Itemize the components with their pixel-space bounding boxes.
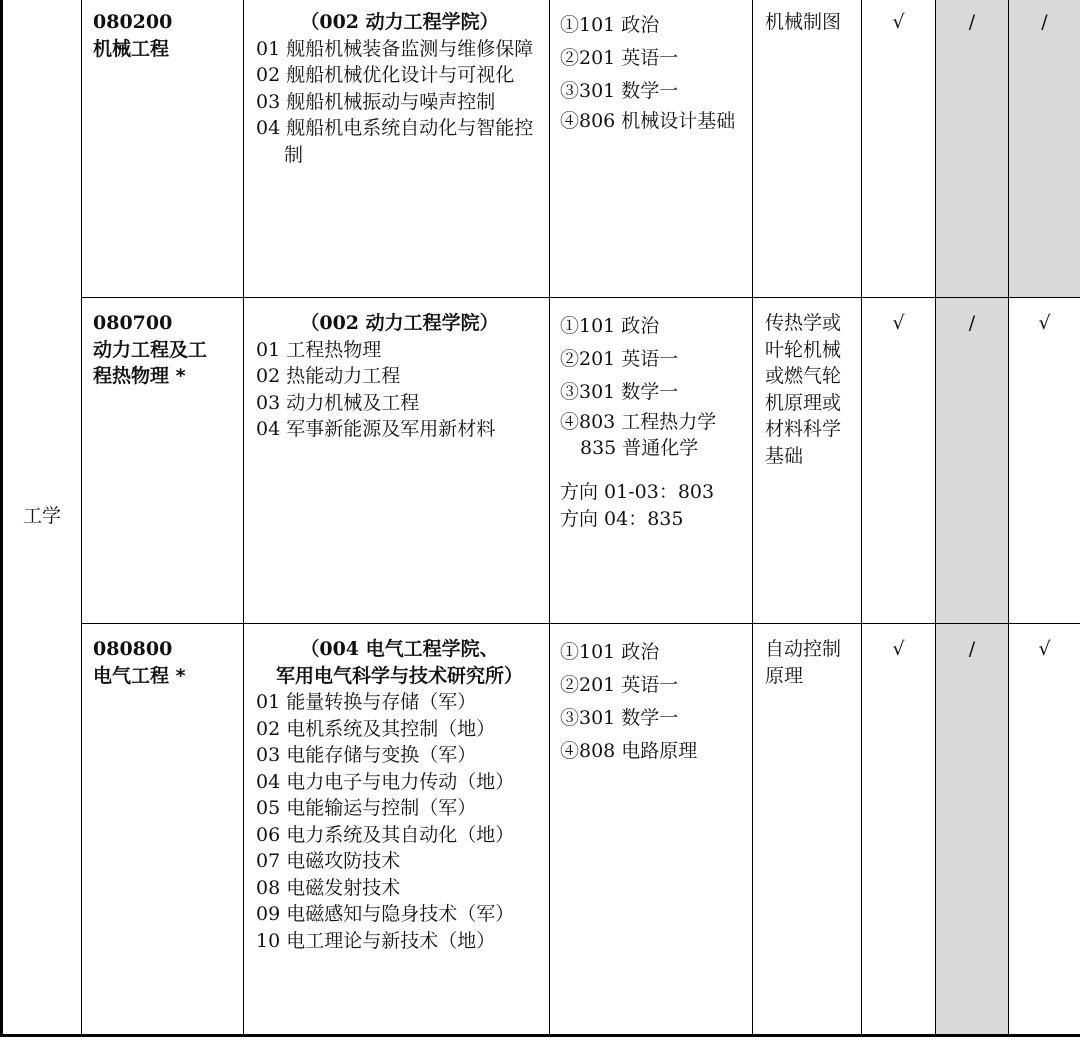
mark-cell: √ [862, 0, 936, 298]
exam-subject: ①101 政治 [560, 315, 660, 337]
direction-item: 02 舰船机械优化设计与可视化 [256, 64, 515, 86]
major-name: 程热物理 * [93, 365, 186, 387]
school-name: 军用电气科学与技术研究所） [275, 664, 523, 687]
exam-subject: ④806 机械设计基础 [560, 110, 736, 132]
exam-subject: ③301 数学一 [560, 707, 679, 729]
exam-subject: ③301 数学一 [560, 80, 679, 102]
exam-subject: ②201 英语一 [560, 348, 679, 370]
mark-cell: √ [1009, 298, 1080, 624]
school-name: （002 动力工程学院） [300, 11, 499, 33]
direction-item: 05 电能输运与控制（军） [256, 797, 477, 819]
major-name: 电气工程 * [93, 664, 186, 687]
retest-subject-cell: 传热学或叶轮机械或燃气轮机原理或材料科学基础 [753, 298, 862, 624]
category-cell: 工学 [2, 0, 82, 1037]
exam-subject: ②201 英语一 [560, 47, 679, 69]
mark-cell: / [936, 298, 1009, 624]
major-code: 080700 [93, 312, 173, 334]
exam-subject: ①101 政治 [560, 641, 660, 663]
exam-subject: ①101 政治 [560, 14, 660, 36]
direction-item: 02 热能动力工程 [256, 365, 401, 387]
retest-subject-cell: 机械制图 [753, 0, 862, 298]
exam-subject: ②201 英语一 [560, 674, 679, 696]
retest-subject-cell: 自动控制原理 [753, 624, 862, 1037]
research-directions-cell [244, 298, 550, 624]
direction-item: 01 能量转换与存储（军） [256, 691, 477, 713]
exam-subject: 835 普通化学 [580, 437, 699, 459]
exam-subject: ④808 电路原理 [560, 740, 698, 762]
school-name: （004 电气工程学院、 [300, 638, 499, 660]
exam-note: 方向 04：835 [560, 507, 684, 530]
direction-item: 04 舰船机电系统自动化与智能控制 [256, 117, 534, 166]
school-name: （002 动力工程学院） [300, 312, 499, 334]
direction-item: 03 动力机械及工程 [256, 391, 420, 414]
major-code-cell [82, 0, 244, 298]
direction-item: 06 电力系统及其自动化（地） [256, 823, 515, 846]
exam-subject: ④803 工程热力学 [560, 411, 717, 433]
table-bottom-border [0, 1034, 1080, 1037]
major-code: 080200 [93, 11, 173, 33]
research-directions-cell [244, 624, 550, 1037]
direction-item: 01 舰船机械装备监测与维修保障 [256, 37, 534, 60]
note-spacer [560, 461, 746, 479]
major-code: 080800 [93, 638, 173, 660]
direction-item: 01 工程热物理 [256, 338, 382, 361]
major-name: 动力工程及工 [93, 338, 208, 361]
direction-item: 03 电能存储与变换（军） [256, 744, 477, 766]
major-code-cell [82, 624, 244, 1037]
direction-item: 08 电磁发射技术 [256, 876, 401, 899]
major-code-cell [82, 298, 244, 624]
direction-item: 10 电工理论与新技术（地） [256, 929, 496, 952]
table-row [2, 624, 1080, 1037]
mark-cell: / [936, 0, 1009, 298]
mark-cell: √ [862, 298, 936, 624]
table-row [2, 298, 1080, 624]
direction-item: 03 舰船机械振动与噪声控制 [256, 90, 496, 113]
exam-subjects-cell [550, 624, 753, 1037]
direction-item: 04 电力电子与电力传动（地） [256, 770, 515, 793]
direction-item: 07 电磁攻防技术 [256, 850, 401, 872]
mark-cell: / [1009, 0, 1080, 298]
exam-subject: ③301 数学一 [560, 381, 679, 403]
mark-cell: √ [1009, 624, 1080, 1037]
direction-item: 04 军事新能源及军用新材料 [256, 418, 496, 440]
table-row [2, 0, 1080, 298]
exam-note: 方向 01-03：803 [560, 481, 715, 503]
exam-subjects-cell [550, 0, 753, 298]
direction-item: 02 电机系统及其控制（地） [256, 717, 496, 740]
direction-item: 09 电磁感知与隐身技术（军） [256, 903, 515, 925]
exam-subjects-cell [550, 298, 753, 624]
major-name: 机械工程 [93, 37, 170, 60]
research-directions-cell [244, 0, 550, 298]
mark-cell: / [936, 624, 1009, 1037]
mark-cell: √ [862, 624, 936, 1037]
